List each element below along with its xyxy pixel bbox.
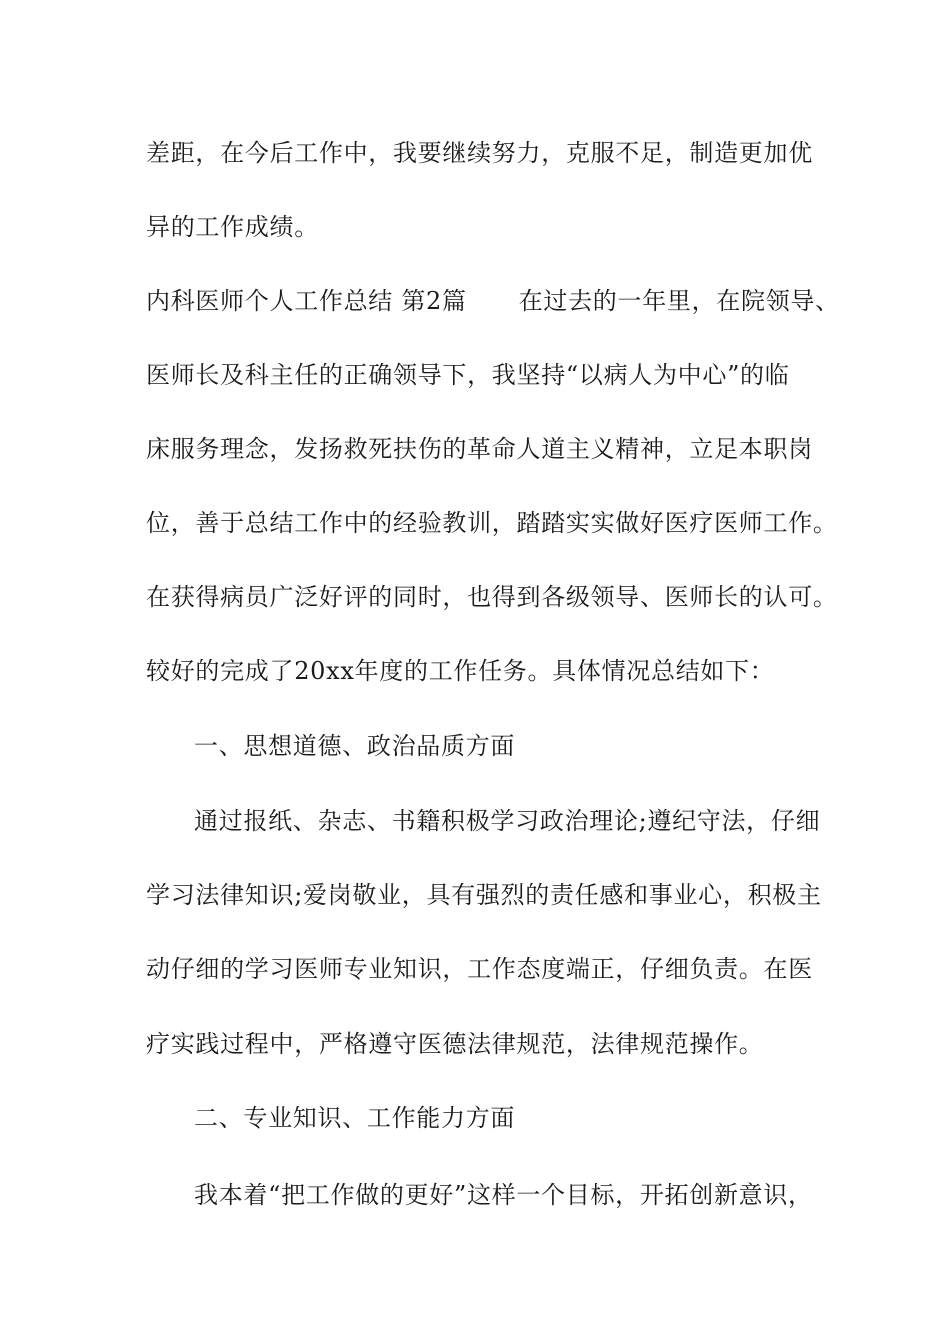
article-title: 内科医师个人工作总结 第2篇 [146,287,467,315]
body-text-line: 通过报纸、杂志、书籍积极学习政治理论;遵纪守法，仔细 [194,807,821,835]
body-text-line: 床服务理念，发扬救死扶伤的革命人道主义精神，立足本职岗 [146,435,813,463]
body-text-line: 学习法律知识;爱岗敬业，具有强烈的责任感和事业心，积极主 [146,881,822,909]
subheading: 一、思想道德、政治品质方面 [194,732,516,760]
body-text-line: 医师长及科主任的正确领导下，我坚持“以病人为中心”的临 [146,361,790,389]
section-heading-line [146,286,846,316]
body-text-line: 差距，在今后工作中，我要继续努力，克服不足，制造更加优 [146,139,813,167]
body-text-line: 较好的完成了20xx年度的工作任务。具体情况总结如下： [146,657,775,685]
body-text-line: 在过去的一年里，在院领导、 [518,287,840,315]
body-text-line: 位，善于总结工作中的经验教训，踏踏实实做好医疗医师工作。 [146,509,838,537]
body-text-line: 疗实践过程中，严格遵守医德法律规范，法律规范操作。 [146,1030,764,1058]
body-text-line: 异的工作成绩。 [146,213,319,241]
subheading: 二、专业知识、工作能力方面 [194,1104,516,1132]
body-text-line: 我本着“把工作做的更好”这样一个目标，开拓创新意识， [194,1181,813,1209]
body-text-line: 在获得病员广泛好评的同时，也得到各级领导、医师长的认可。 [146,583,838,611]
body-text-line: 动仔细的学习医师专业知识，工作态度端正，仔细负责。在医 [146,955,813,983]
